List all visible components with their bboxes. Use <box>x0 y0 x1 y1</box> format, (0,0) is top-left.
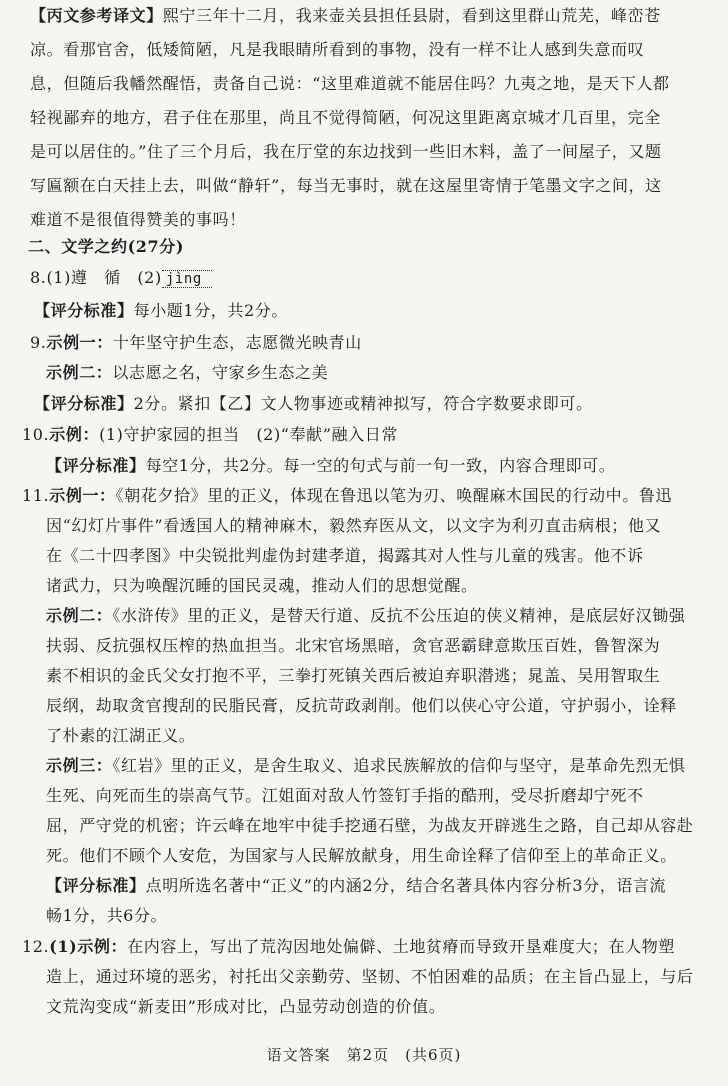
q10-score: 【评分标准】每空1分，共2分。每一空的句式与前一句一致，内容合理即可。 <box>46 456 616 475</box>
q12-number: 12. <box>22 937 50 956</box>
q9-score: 【评分标准】2分。紧扣【乙】文人物事迹或精神拟写，符合字数要求即可。 <box>34 394 593 413</box>
q11-number: 11. <box>22 486 50 505</box>
q11-example-1-line-4: 诸武力，只为唤醒沉睡的国民灵魂，推动人们的思想觉醒。 <box>46 576 478 595</box>
translation-line-4: 轻视鄙弃的地方，君子住在那里，尚且不觉得简陋，何况这里距离京城才几百里，完全 <box>30 108 661 127</box>
q10-example: 10.示例：(1)守护家园的担当 (2)“奉献”融入日常 <box>22 425 398 444</box>
section-title: 二、文学之约(27分) <box>28 237 185 256</box>
q11-example-1-line-2: 因“幻灯片事件”看透国人的精神麻木，毅然弃医从文，以文字为利刃直击病根；他又 <box>46 516 662 535</box>
q11-score-line-1: 【评分标准】点明所选名著中“正义”的内涵2分，结合名著具体内容分析3分，语言流 <box>46 876 667 895</box>
q11-example-1-line-3: 在《二十四孝图》中尖锐批判虚伪封建孝道，揭露其对人性与儿童的残害。他不诉 <box>46 546 644 565</box>
page-footer: 语文答案 第2页 (共6页) <box>266 1046 462 1064</box>
translation-tag: 【丙文参考译文】 <box>30 6 163 25</box>
q11-example-2-line-3: 素不相识的金氏父女打抱不平，三拳打死镇关西后被迫弃职潜逃；晁盖、吴用智取生 <box>46 666 661 685</box>
q11-example-2-line-5: 了朴素的江湖正义。 <box>46 726 196 745</box>
q12-line-2: 造上，通过环境的恶劣，衬托出父亲勤劳、坚韧、不怕困难的品质；在主旨凸显上，与后 <box>46 967 694 986</box>
q8-answer-2: jìng <box>162 270 212 288</box>
q12-line-3: 文荒沟变成“新麦田”形成对比，凸显劳动创造的价值。 <box>46 997 446 1016</box>
q11-example-3-line-2: 生死、向死而生的崇高气节。江姐面对敌人竹签钉手指的酷刑，受尽折磨却宁死不 <box>46 786 644 805</box>
q10-number: 10. <box>22 425 50 444</box>
translation-line-5: 是可以居住的。”住了三个月后，我在厅堂的东边找到一些旧木料，盖了一间屋子，又题 <box>30 142 662 161</box>
q9-number: 9. <box>30 333 47 352</box>
q11-score-line-2: 畅1分，共6分。 <box>46 906 168 925</box>
q12-line-1: 12.(1)示例：在内容上，写出了荒沟因地处偏僻、土地贫瘠而导致开垦难度大；在人物塑 <box>22 937 675 956</box>
translation-line-2: 凉。看那官舍，低矮简陋，凡是我眼睛所看到的事物，没有一样不让人感到失意而叹 <box>30 40 645 59</box>
q8-number: 8. <box>30 268 47 287</box>
q9-example-2: 示例二：以志愿之名，守家乡生态之美 <box>46 363 329 382</box>
translation-line-6: 写匾额在白天挂上去，叫做“静轩”，每当无事时，就在这屋里寄情于笔墨文字之间，这 <box>30 176 662 195</box>
q9-example-1: 9.示例一：十年坚守护生态，志愿微光映青山 <box>30 333 362 352</box>
q11-example-2-line-1: 示例二：《水浒传》里的正义，是替天行道、反抗不公压迫的侠义精神，是底层好汉锄强 <box>46 606 686 625</box>
translation-line-1: 【丙文参考译文】熙宁三年十二月，我来壶关县担任县尉，看到这里群山荒芜，峰峦苍 <box>30 6 661 25</box>
q8-line: 8.(1)遵 循 (2) jìng <box>30 268 212 288</box>
translation-line-7: 难道不是很值得赞美的事吗！ <box>30 210 246 229</box>
q11-example-3-line-4: 死。他们不顾个人安危，为国家与人民解放献身，用生命诠释了信仰至上的革命正义。 <box>46 846 677 865</box>
q11-example-3-line-1: 示例三：《红岩》里的正义，是舍生取义、追求民族解放的信仰与坚守，是革命先烈无惧 <box>46 756 686 775</box>
translation-line-3: 息，但随后我幡然醒悟，责备自己说：“这里难道就不能居住吗？九夷之地，是天下人都 <box>30 74 670 93</box>
q11-example-2-line-4: 辰纲，劫取贪官搜刮的民脂民膏，反抗苛政剥削。他们以侠心守公道，守护弱小，诠释 <box>46 696 677 715</box>
q11-example-2-line-2: 扶弱、反抗强权压榨的热血担当。北宋官场黑暗，贪官恶霸肆意欺压百姓，鲁智深为 <box>46 636 661 655</box>
q11-example-1-line-1: 11.示例一：《朝花夕拾》里的正义，体现在鲁迅以笔为刃、唤醒麻木国民的行动中。鲁迅 <box>22 486 673 505</box>
q11-example-3-line-3: 屈，严守党的机密；许云峰在地牢中徒手挖通石壁，为战友开辟逃生之路，自己却从容赴 <box>46 816 694 835</box>
q8-score: 【评分标准】每小题1分，共2分。 <box>34 301 288 320</box>
